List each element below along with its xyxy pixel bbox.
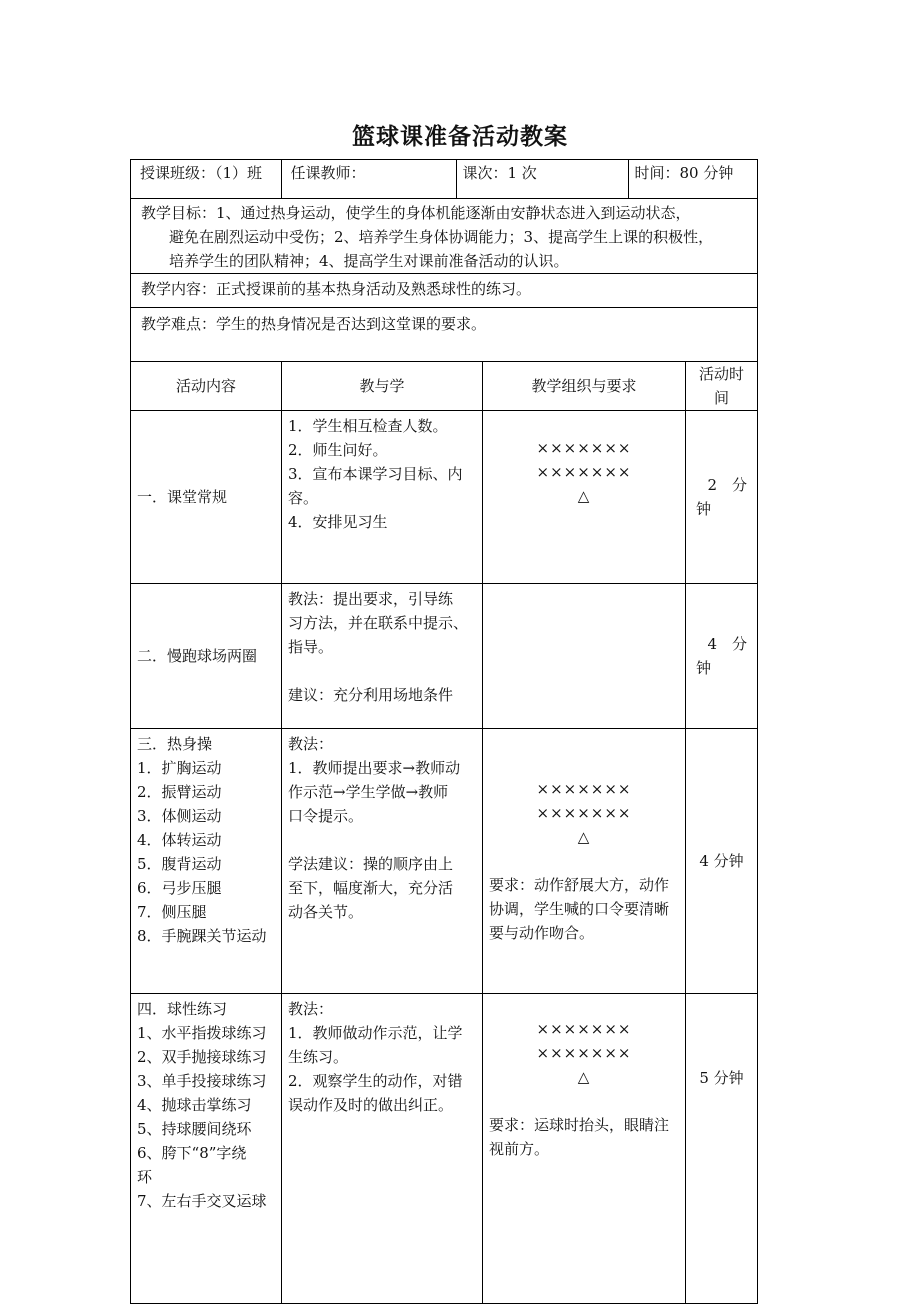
teach-line: 至下，幅度渐大，充分活 xyxy=(288,879,454,897)
activity-line: 2．振臂运动 xyxy=(137,783,222,801)
lesson-count-cell: 课次：1 次 xyxy=(456,160,628,198)
teaching-content: 教学内容：正式授课前的基本热身活动及熟悉球性的练习。 xyxy=(131,274,758,308)
activity-line: 7、左右手交叉运球 xyxy=(137,1192,267,1210)
goal-line-3: 培养学生的团队精神；4、提高学生对课前准备活动的认识。 xyxy=(169,252,569,270)
activity-line: 3．体侧运动 xyxy=(137,807,222,825)
activity-line: 四．球性练习 xyxy=(137,1000,228,1018)
time-text: 5 分钟 xyxy=(699,1069,744,1087)
teach-line: 学法建议：操的顺序由上 xyxy=(288,855,454,873)
teach-line: 1．教师做动作示范，让学 xyxy=(288,1024,463,1042)
teach-line: 作示范→学生学做→教师 xyxy=(288,783,449,801)
teach-cell xyxy=(282,994,483,1304)
student-formation-row: ××××××× xyxy=(536,804,632,822)
header-activity: 活动内容 xyxy=(131,362,282,411)
teach-line: 2．师生问好。 xyxy=(288,441,388,459)
org-cell xyxy=(483,994,686,1304)
teach-line: 1．学生相互检查人数。 xyxy=(288,417,448,435)
activity-line: 6．弓步压腿 xyxy=(137,879,222,897)
activity-line: 三．热身操 xyxy=(137,735,213,753)
table-row xyxy=(131,994,758,1304)
table-row xyxy=(131,411,758,584)
time-cell xyxy=(686,994,758,1304)
activity-cell xyxy=(131,411,282,584)
requirement-line: 协调，学生喊的口令要清晰 xyxy=(489,900,670,918)
teach-line: 2．观察学生的动作，对错 xyxy=(288,1072,463,1090)
activity-line: 7．侧压腿 xyxy=(137,903,207,921)
header-teach: 教与学 xyxy=(282,362,483,411)
requirement-line: 视前方。 xyxy=(489,1140,550,1158)
teach-line: 生练习。 xyxy=(288,1048,349,1066)
time-cell xyxy=(686,729,758,994)
teaching-goal xyxy=(131,199,758,274)
activity-line: 4、抛球击掌练习 xyxy=(137,1096,252,1114)
activity-line: 1、水平指拨球练习 xyxy=(137,1024,267,1042)
lesson-plan-table xyxy=(130,159,758,1304)
teach-line: 建议：充分利用场地条件 xyxy=(288,686,454,704)
duration-cell: 时间：80 分钟 xyxy=(634,164,734,182)
time-text: 4 分 xyxy=(707,635,747,653)
header-time-line-2: 间 xyxy=(713,389,729,407)
activity-line: 2、双手抛接球练习 xyxy=(137,1048,267,1066)
teach-cell xyxy=(282,411,483,584)
content-row xyxy=(131,274,758,308)
student-formation-row: ××××××× xyxy=(536,1020,632,1038)
info-row xyxy=(131,160,758,199)
teacher-position-marker: △ xyxy=(577,828,591,846)
teacher-cell: 任课教师： xyxy=(281,160,456,198)
time-text: 4 分钟 xyxy=(699,852,744,870)
activity-line: 8．手腕踝关节运动 xyxy=(137,927,267,945)
student-formation-row: ××××××× xyxy=(536,463,632,481)
header-time xyxy=(686,362,758,411)
activity-line: 1．扩胸运动 xyxy=(137,759,222,777)
teach-line: 容。 xyxy=(288,489,319,507)
teach-line: 1．教师提出要求→教师动 xyxy=(288,759,461,777)
student-formation-row: ××××××× xyxy=(536,439,632,457)
teacher-position-marker: △ xyxy=(577,487,591,505)
org-cell xyxy=(483,729,686,994)
time-cell xyxy=(686,411,758,584)
page-title: 篮球课准备活动教案 xyxy=(352,124,568,150)
activity-line: 5．腹背运动 xyxy=(137,855,222,873)
org-cell xyxy=(483,411,686,584)
teacher-position-marker: △ xyxy=(577,1068,591,1086)
org-cell xyxy=(483,584,686,729)
teach-line: 习方法，并在联系中提示、 xyxy=(288,614,469,632)
class-cell: 授课班级：（1）班 xyxy=(131,160,281,198)
activity-line: 一．课堂常规 xyxy=(137,488,228,506)
goal-row xyxy=(131,199,758,274)
teach-cell xyxy=(282,729,483,994)
header-row xyxy=(131,362,758,411)
activity-line: 5、持球腰间绕环 xyxy=(137,1120,252,1138)
activity-line: 4．体转运动 xyxy=(137,831,222,849)
teach-line: 4．安排见习生 xyxy=(288,513,388,531)
teach-cell xyxy=(282,584,483,729)
time-text: 2 分 xyxy=(707,476,747,494)
time-text-2: 钟 xyxy=(696,659,712,677)
requirement-line: 要求：运球时抬头，眼睛注 xyxy=(489,1116,670,1134)
activity-cell xyxy=(131,994,282,1304)
student-formation-row: ××××××× xyxy=(536,780,632,798)
activity-cell xyxy=(131,584,282,729)
teach-line: 动各关节。 xyxy=(288,903,364,921)
teach-line: 3．宣布本课学习目标、内 xyxy=(288,465,463,483)
goal-line-1: 教学目标：1、通过热身运动，使学生的身体机能逐渐由安静状态进入到运动状态， xyxy=(141,204,691,222)
table-row xyxy=(131,729,758,994)
teach-line: 教法： xyxy=(288,1000,334,1018)
requirement-line: 要求：动作舒展大方，动作 xyxy=(489,876,670,894)
activity-line: 二．慢跑球场两圈 xyxy=(137,647,258,665)
teach-line: 教法：提出要求，引导练 xyxy=(288,590,454,608)
requirement-line: 要与动作吻合。 xyxy=(489,924,595,942)
activity-line: 环 xyxy=(137,1168,153,1186)
teach-line: 指导。 xyxy=(288,638,334,656)
header-org: 教学组织与要求 xyxy=(483,362,686,411)
difficulty-row xyxy=(131,308,758,362)
teach-line: 口令提示。 xyxy=(288,807,364,825)
activity-line: 3、单手投接球练习 xyxy=(137,1072,267,1090)
time-cell xyxy=(686,584,758,729)
student-formation-row: ××××××× xyxy=(536,1044,632,1062)
teach-line: 教法： xyxy=(288,735,334,753)
teach-line: 误动作及时的做出纠正。 xyxy=(288,1096,454,1114)
activity-line: 6、胯下“8”字绕 xyxy=(137,1144,247,1162)
table-row xyxy=(131,584,758,729)
activity-cell xyxy=(131,729,282,994)
teaching-difficulty: 教学难点：学生的热身情况是否达到这堂课的要求。 xyxy=(131,308,758,362)
header-time-line-1: 活动时 xyxy=(698,365,744,383)
time-text-2: 钟 xyxy=(696,500,712,518)
goal-line-2: 避免在剧烈运动中受伤；2、培养学生身体协调能力；3、提高学生上课的积极性， xyxy=(169,228,714,246)
